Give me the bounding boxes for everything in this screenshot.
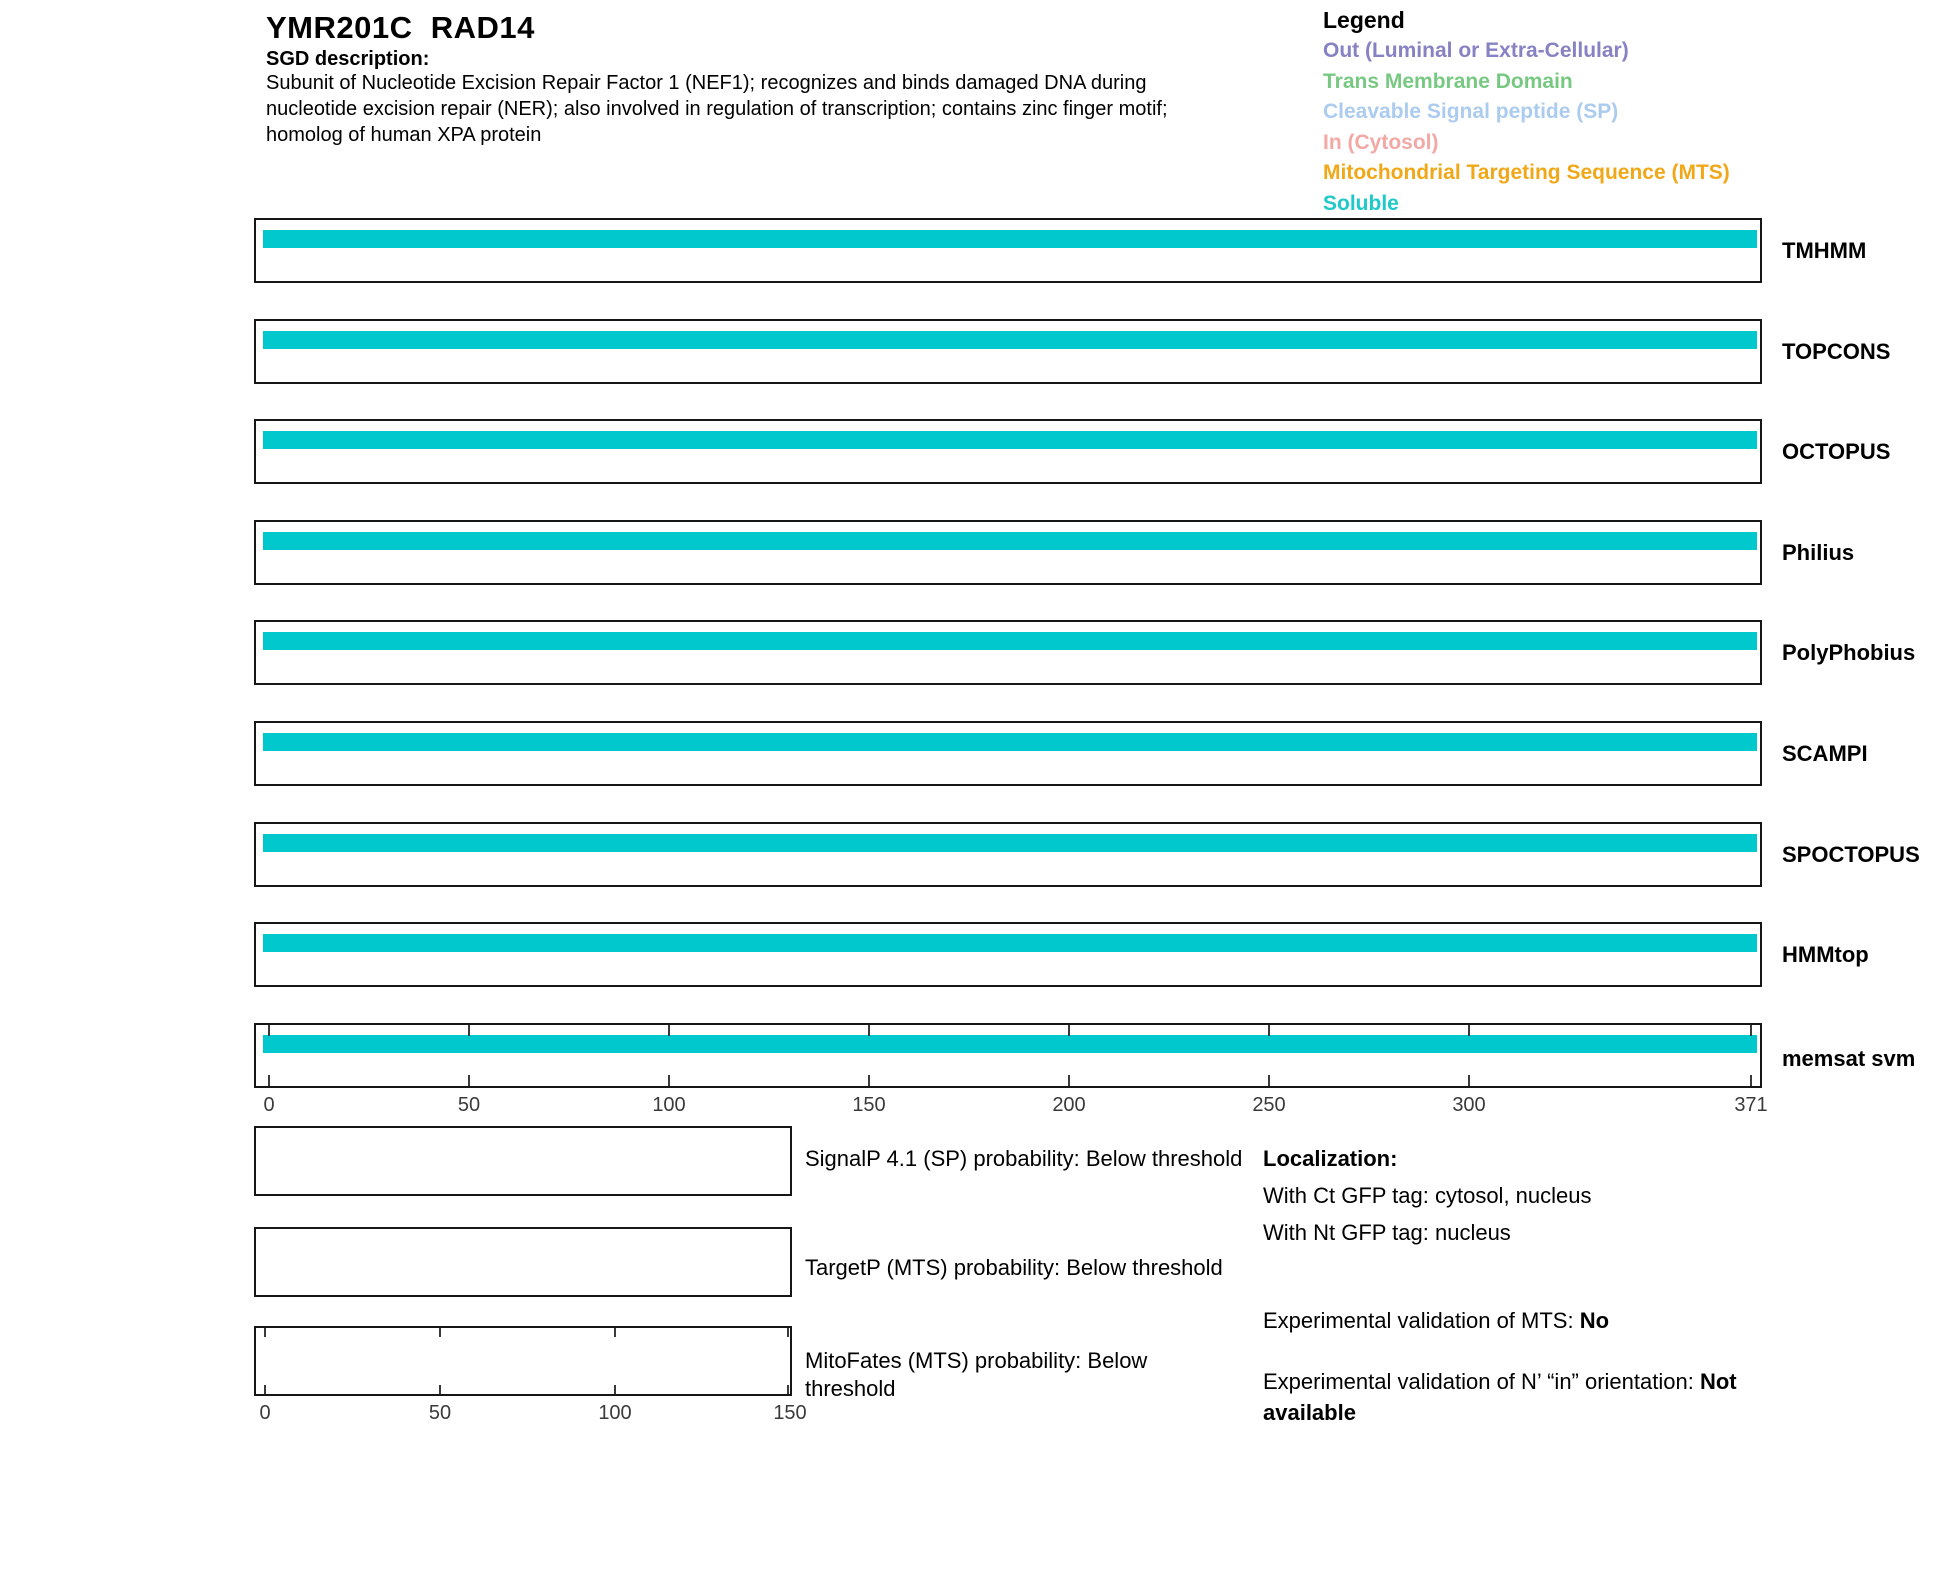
signalp-plot-box	[254, 1126, 792, 1196]
x-axis-label: 300	[1452, 1094, 1486, 1116]
axis-tick	[439, 1385, 441, 1394]
track-label-polyphobius: PolyPhobius	[1782, 640, 1916, 665]
legend-item-out: Out (Luminal or Extra-Cellular)	[1323, 39, 1629, 62]
mitofates-axis-label: 50	[428, 1402, 452, 1424]
mts-validation-prefix: Experimental validation of MTS:	[1263, 1308, 1580, 1333]
orientation-validation-line	[1263, 1366, 1737, 1428]
soluble-bar	[263, 331, 1757, 349]
track-box-tmhmm	[254, 218, 1762, 283]
sgd-description-text	[266, 70, 1168, 148]
axis-tick	[868, 1025, 870, 1036]
soluble-bar	[263, 230, 1757, 248]
orientation-validation-value: available	[1263, 1400, 1356, 1425]
track-box-spoctopus	[254, 822, 1762, 887]
legend-item-signal-peptide: Cleavable Signal peptide (SP)	[1323, 100, 1619, 123]
axis-tick	[868, 1075, 870, 1086]
sgd-description-label: SGD description:	[266, 48, 430, 70]
axis-tick	[439, 1328, 441, 1337]
axis-tick	[468, 1025, 470, 1036]
soluble-bar	[263, 632, 1757, 650]
page-title: YMR201C RAD14	[266, 10, 535, 45]
x-axis-label: 50	[457, 1094, 481, 1116]
soluble-bar	[263, 834, 1757, 852]
legend-item-soluble: Soluble	[1323, 191, 1399, 215]
sgd-description-line: homolog of human XPA protein	[266, 124, 542, 146]
legend-heading: Legend	[1323, 7, 1405, 33]
x-axis-label: 100	[652, 1094, 686, 1116]
axis-tick	[787, 1328, 789, 1337]
targetp-caption: TargetP (MTS) probability: Below threshold	[805, 1255, 1223, 1280]
track-box-philius	[254, 520, 1762, 585]
localization-nt-line: With Nt GFP tag: nucleus	[1263, 1220, 1511, 1245]
track-box-hmmtop	[254, 922, 1762, 987]
axis-tick	[1468, 1025, 1470, 1036]
track-label-philius: Philius	[1782, 540, 1855, 565]
track-box-octopus	[254, 419, 1762, 484]
track-box-polyphobius	[254, 620, 1762, 685]
track-label-memsat-svm: memsat svm	[1782, 1046, 1916, 1071]
localization-ct-line: With Ct GFP tag: cytosol, nucleus	[1263, 1183, 1592, 1208]
soluble-bar	[263, 733, 1757, 751]
soluble-bar	[263, 532, 1757, 550]
sgd-description-line: Subunit of Nucleotide Excision Repair Factor 1 (NEF1); recognizes and binds damaged DNA during	[266, 72, 1147, 94]
mts-validation-line	[1263, 1308, 1609, 1334]
axis-tick	[1268, 1075, 1270, 1086]
x-axis-label: 150	[852, 1094, 886, 1116]
legend-item-transmembrane: Trans Membrane Domain	[1323, 69, 1573, 93]
soluble-bar	[263, 934, 1757, 952]
soluble-bar	[263, 1035, 1757, 1053]
orientation-validation-value: Not	[1699, 1369, 1737, 1394]
axis-tick	[668, 1025, 670, 1036]
track-box-scampi	[254, 721, 1762, 786]
track-label-scampi: SCAMPI	[1782, 741, 1868, 766]
x-axis-label: 200	[1052, 1094, 1086, 1116]
orientation-validation-prefix: Experimental validation of N’ “in” orientation:	[1263, 1369, 1700, 1394]
mitofates-caption-line: MitoFates (MTS) probability: Below	[805, 1348, 1148, 1373]
mitofates-axis-label: 150	[773, 1402, 807, 1424]
targetp-plot-box	[254, 1227, 792, 1297]
mts-validation-value: No	[1579, 1308, 1610, 1333]
axis-tick	[1750, 1025, 1752, 1036]
axis-tick	[264, 1328, 266, 1337]
axis-tick	[668, 1075, 670, 1086]
mitofates-axis-label: 100	[598, 1402, 632, 1424]
axis-tick	[1750, 1075, 1752, 1086]
axis-tick	[1068, 1025, 1070, 1036]
track-label-tmhmm: TMHMM	[1782, 238, 1867, 263]
track-box-topcons	[254, 319, 1762, 384]
axis-tick	[614, 1328, 616, 1337]
axis-tick	[268, 1075, 270, 1086]
axis-tick	[787, 1385, 789, 1394]
mitofates-caption-line: threshold	[805, 1376, 896, 1401]
track-label-spoctopus: SPOCTOPUS	[1782, 842, 1920, 867]
x-axis-label: 0	[263, 1094, 275, 1116]
legend-item-in-cytosol: In (Cytosol)	[1323, 130, 1439, 154]
track-label-octopus: OCTOPUS	[1782, 439, 1891, 464]
soluble-bar	[263, 431, 1757, 449]
mitofates-axis-label: 0	[259, 1402, 271, 1424]
axis-tick	[1468, 1075, 1470, 1086]
localization-heading: Localization:	[1263, 1146, 1398, 1171]
track-label-topcons: TOPCONS	[1782, 339, 1891, 364]
x-axis-label: 250	[1252, 1094, 1286, 1116]
mitofates-caption	[805, 1347, 1147, 1403]
axis-tick	[268, 1025, 270, 1036]
axis-tick	[1068, 1075, 1070, 1086]
axis-tick	[1268, 1025, 1270, 1036]
x-axis-label: 371	[1734, 1094, 1768, 1116]
legend-item-mts: Mitochondrial Targeting Sequence (MTS)	[1323, 161, 1730, 184]
track-label-hmmtop: HMMtop	[1782, 942, 1869, 967]
axis-tick	[614, 1385, 616, 1394]
axis-tick	[264, 1385, 266, 1394]
signalp-caption: SignalP 4.1 (SP) probability: Below threshold	[805, 1146, 1243, 1171]
mitofates-plot-box	[254, 1326, 792, 1396]
axis-tick	[468, 1075, 470, 1086]
sgd-description-line: nucleotide excision repair (NER); also involved in regulation of transcription; contains zinc finger motif;	[266, 98, 1168, 120]
legend	[1323, 4, 1730, 219]
track-box-memsat-svm	[254, 1023, 1762, 1088]
